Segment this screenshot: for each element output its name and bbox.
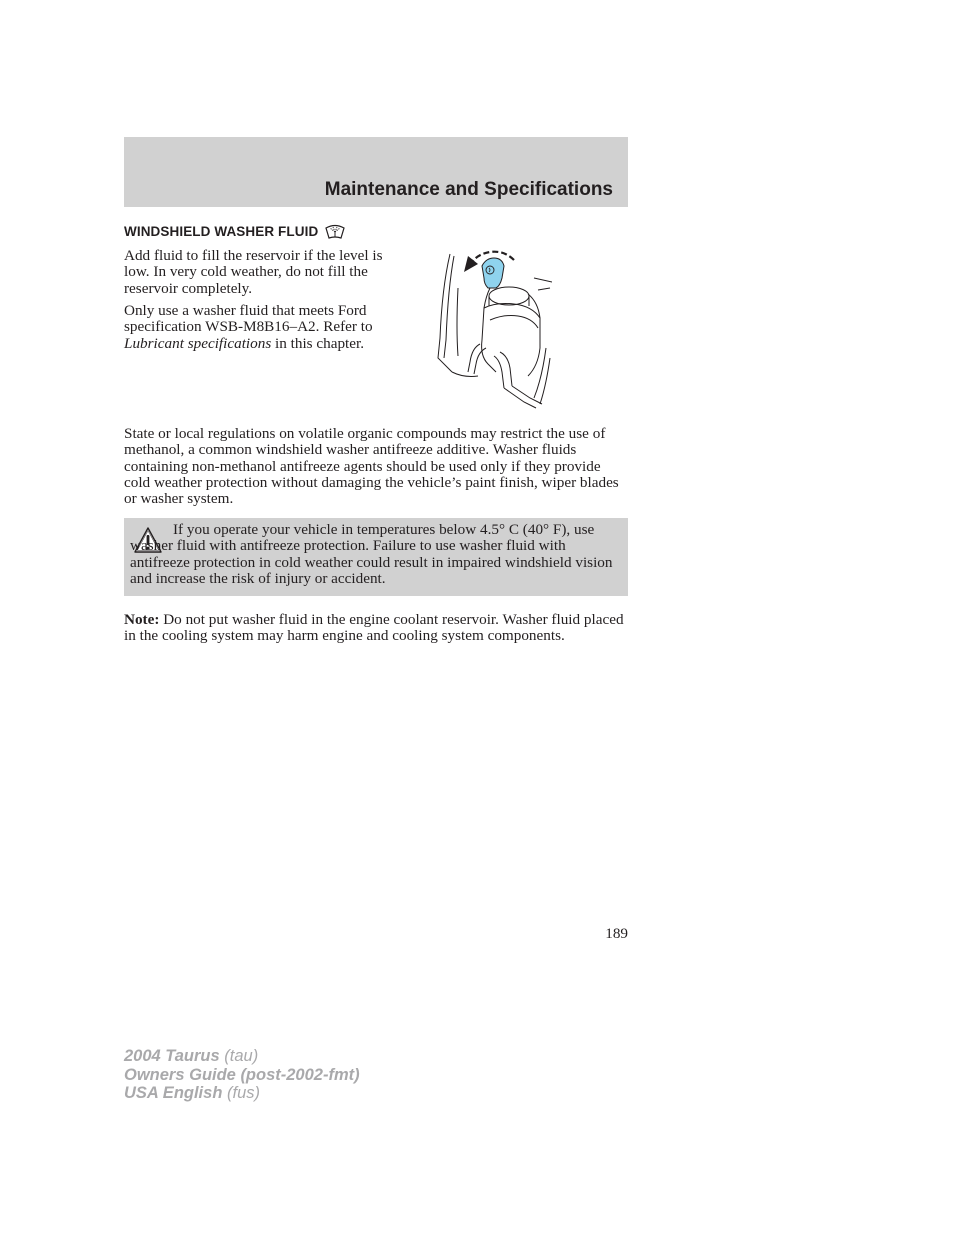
chapter-title: Maintenance and Specifications <box>324 179 613 200</box>
footer-model-code: (tau) <box>224 1047 259 1065</box>
warning-text: If you operate your vehicle in temperatures below 4.5° C (40° F), use washer fluid with antifreeze protection. Failure to use washer fluid with antifreeze protection in cold weather could result in impaired windshield vision and increase the risk of injury or accident. <box>130 521 613 587</box>
regulations-paragraph: State or local regulations on volatile organic compounds may restrict the use of methanol, a common windshield washer antifreeze additive. Washer fluids containing non-methanol antifreeze agents should be used only if they provide cold weather protection without damaging the vehicle’s paint finish, wiper blades or washer system. <box>124 425 619 508</box>
spec-text-end: in this chapter. <box>271 334 365 352</box>
footer-language-line <box>124 1084 360 1103</box>
footer-language-code: (fus) <box>227 1084 260 1102</box>
footer-guide-line <box>124 1066 360 1085</box>
chapter-header-band <box>124 137 628 207</box>
lubricant-spec-reference: Lubricant specifications <box>124 334 272 352</box>
spec-paragraph <box>124 303 394 352</box>
section-heading-text: WINDSHIELD WASHER FLUID <box>124 223 319 239</box>
windshield-washer-icon <box>324 222 346 240</box>
page-number: 189 <box>605 925 628 942</box>
washer-reservoir-illustration <box>434 248 552 412</box>
footer-guide: Owners Guide (post-2002-fmt) <box>124 1065 360 1084</box>
footer-model: 2004 Taurus <box>124 1047 220 1065</box>
note-paragraph <box>124 612 628 645</box>
warning-box <box>124 518 628 596</box>
note-text: Do not put washer fluid in the engine coolant reservoir. Washer fluid placed in the cooling system may harm engine and cooling system components. <box>124 611 624 645</box>
document-footer <box>124 1047 360 1103</box>
section-heading <box>124 222 346 240</box>
note-label: Note: <box>124 611 160 628</box>
footer-language: USA English <box>124 1084 223 1102</box>
spec-text-start: Only use a washer fluid that meets Ford specification WSB-M8B16–A2. Refer to <box>124 302 373 336</box>
footer-model-line <box>124 1047 360 1066</box>
fill-instructions-paragraph: Add fluid to fill the reservoir if the level is low. In very cold weather, do not fill the reservoir completely. <box>124 247 383 297</box>
